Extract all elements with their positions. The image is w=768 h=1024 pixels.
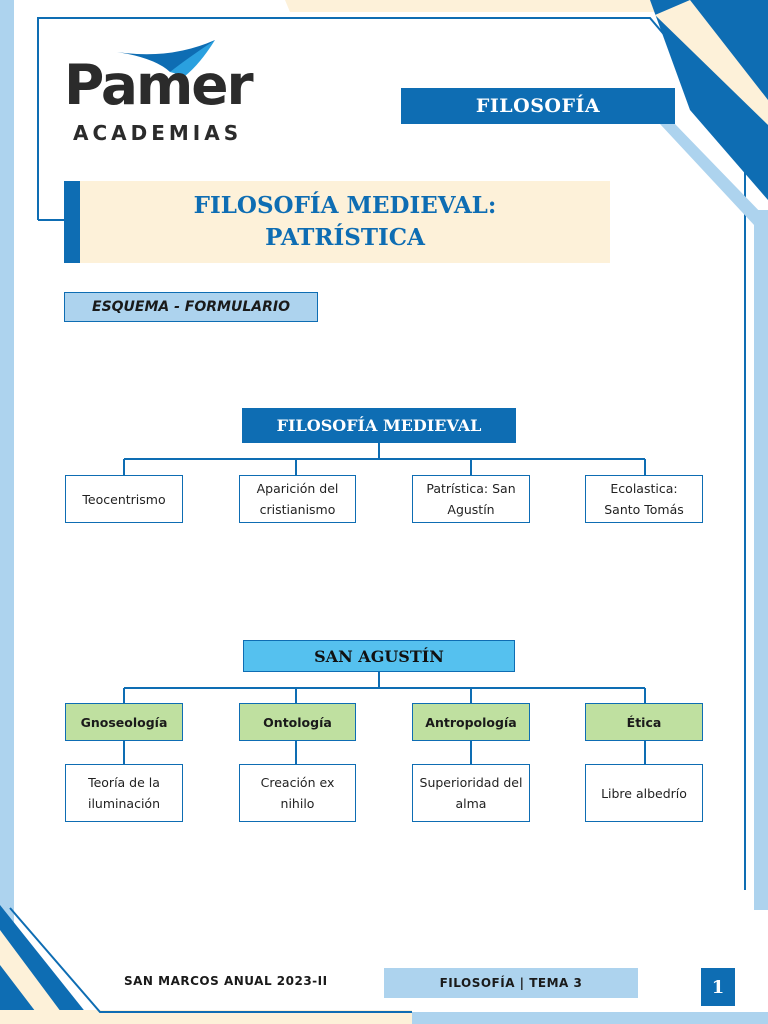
map1-node-patristica: Patrística: San Agustín <box>412 475 530 523</box>
branch-gnoseologia: Gnoseología <box>65 703 183 741</box>
logo-subtitle: ACADEMIAS <box>73 121 243 145</box>
branch-ontologia: Ontología <box>239 703 356 741</box>
footer-course: SAN MARCOS ANUAL 2023-II <box>124 974 328 988</box>
map2-root: SAN AGUSTÍN <box>243 640 515 672</box>
map1-root: FILOSOFÍA MEDIEVAL <box>242 408 516 443</box>
map1-node-escolastica: Ecolastica: Santo Tomás <box>585 475 703 523</box>
section-label: ESQUEMA - FORMULARIO <box>64 292 318 322</box>
detail-antropologia: Superioridad del alma <box>412 764 530 822</box>
logo-wordmark: Pamer <box>64 53 252 117</box>
map1-node-aparicion: Aparición del cristianismo <box>239 475 356 523</box>
detail-gnoseologia: Teoría de la iluminación <box>65 764 183 822</box>
detail-etica: Libre albedrío <box>585 764 703 822</box>
branch-antropologia: Antropología <box>412 703 530 741</box>
title-accent-bar <box>64 181 80 263</box>
subject-banner: FILOSOFÍA <box>401 88 675 124</box>
title-line-2: PATRÍSTICA <box>265 224 425 251</box>
page-number: 1 <box>701 968 735 1006</box>
detail-ontologia: Creación ex nihilo <box>239 764 356 822</box>
footer-topic: FILOSOFÍA | TEMA 3 <box>384 968 638 998</box>
page-title <box>80 190 610 254</box>
map1-node-teocentrismo: Teocentrismo <box>65 475 183 523</box>
title-line-1: FILOSOFÍA MEDIEVAL: <box>193 192 497 219</box>
branch-etica: Ética <box>585 703 703 741</box>
